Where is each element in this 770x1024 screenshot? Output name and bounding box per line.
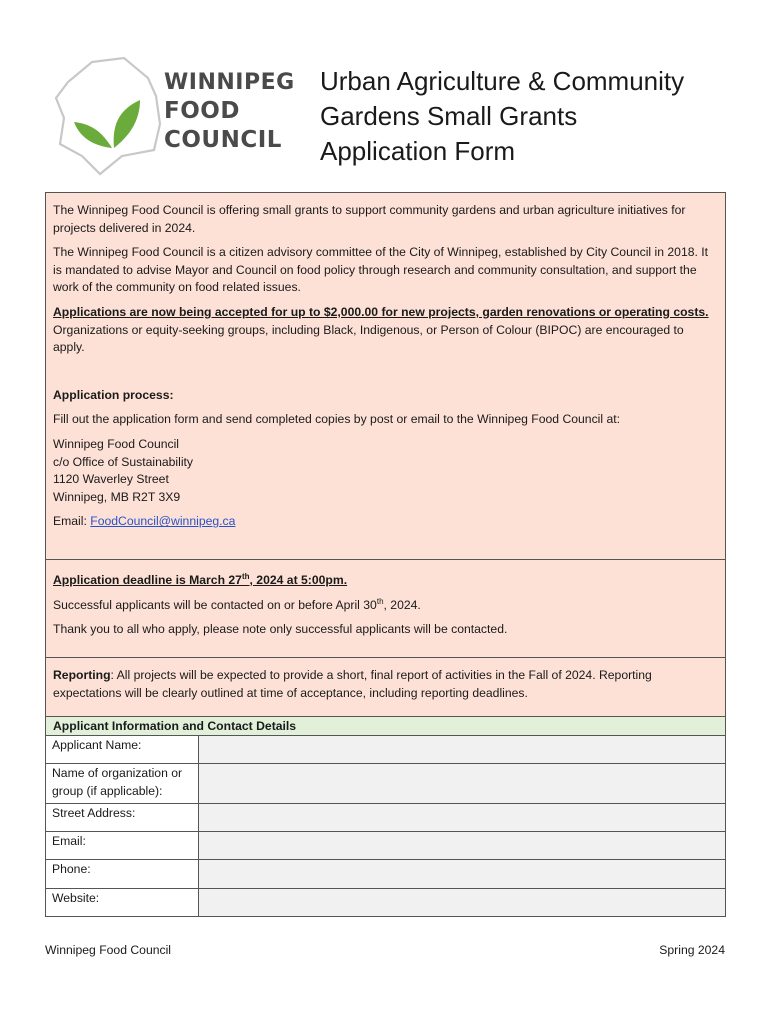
reporting-section <box>46 657 725 716</box>
logo-line-2: FOOD <box>164 98 240 124</box>
contact-notice <box>53 597 717 615</box>
reporting-text <box>53 667 717 702</box>
street-address-input[interactable] <box>199 804 726 832</box>
field-row <box>46 889 725 917</box>
phone-label: Phone: <box>46 860 199 889</box>
organization-name-input[interactable] <box>199 764 726 804</box>
intro-paragraph-1: The Winnipeg Food Council is offering small grants to support community gardens and urban agriculture initiatives for projects delivered in 2024. <box>53 203 686 235</box>
email-link[interactable]: FoodCouncil@winnipeg.ca <box>90 514 236 529</box>
leaf-shape <box>74 122 112 148</box>
reporting-label: Reporting <box>53 668 111 682</box>
street-address-label: Street Address: <box>46 804 199 832</box>
deadline-text <box>53 572 717 590</box>
email-line <box>53 513 717 531</box>
reporting-description: : All projects will be expected to provide a short, final report of activities in the Fall of 2024. Reporting expectations will be clearly outlined at time of acceptance, including reporting deadlines. <box>53 668 652 700</box>
phone-input[interactable] <box>199 860 726 889</box>
intro-paragraph-3 <box>53 304 717 357</box>
ordinal-suffix: th <box>241 571 250 581</box>
process-text: Fill out the application form and send completed copies by post or email to the Winnipeg Food Council at: <box>53 412 621 427</box>
footer-organization: Winnipeg Food Council <box>45 943 172 957</box>
address-line: 1120 Waverley Street <box>53 472 169 487</box>
logo-line-1: WINNIPEG <box>164 70 295 95</box>
deadline-section <box>46 559 725 657</box>
organization-name-label: Name of organization or group (if applicable): <box>46 764 199 804</box>
title-line-1: Urban Agriculture & Community <box>320 66 685 96</box>
field-row <box>46 804 725 832</box>
ordinal-suffix: th <box>376 596 384 606</box>
thanks-text: Thank you to all who apply, please note only successful applicants will be contacted. <box>53 622 508 637</box>
process-heading: Application process: <box>53 387 174 402</box>
encouragement-text: Organizations or equity-seeking groups, including Black, Indigenous, or Person of Colour (BIPOC) are encouraged to apply. <box>53 322 684 355</box>
email-field-input[interactable] <box>199 832 726 860</box>
field-row <box>46 860 725 889</box>
applicant-fields-table <box>46 735 725 916</box>
website-label: Website: <box>46 889 199 917</box>
logo-wordmark <box>164 68 294 155</box>
contact-date: Successful applicants will be contacted on or before April 30 <box>53 597 377 612</box>
contact-year: , 2024. <box>383 597 421 612</box>
email-field-label: Email: <box>46 832 199 860</box>
deadline-date: Application deadline is March 27 <box>53 573 242 587</box>
applicant-name-input[interactable] <box>199 736 726 764</box>
address-line: c/o Office of Sustainability <box>53 454 194 469</box>
address-line: Winnipeg, MB R2T 3X9 <box>53 489 181 504</box>
field-row <box>46 736 725 764</box>
deadline-time: , 2024 at 5:00pm. <box>249 573 348 587</box>
application-form <box>45 192 726 917</box>
title-line-3: Application Form <box>320 136 516 166</box>
address-line: Winnipeg Food Council <box>53 436 180 451</box>
website-input[interactable] <box>199 889 726 917</box>
field-row <box>46 832 725 860</box>
mailing-address <box>53 436 717 506</box>
applicant-name-label: Applicant Name: <box>46 736 199 764</box>
footer-season: Spring 2024 <box>659 943 725 957</box>
email-label: Email: <box>53 514 91 529</box>
logo-line-3: COUNCIL <box>164 127 282 153</box>
intro-section <box>46 193 725 559</box>
page-title <box>320 64 740 169</box>
field-row <box>46 764 725 804</box>
grant-amount-highlight: Applications are now being accepted for up to $2,000.00 for new projects, garden renovations or operating costs. <box>53 304 709 319</box>
manitoba-outline <box>56 58 160 174</box>
leaf-shape <box>114 100 140 148</box>
intro-paragraph-2: The Winnipeg Food Council is a citizen advisory committee of the City of Winnipeg, established by City Council in 2018. It is mandated to advise Mayor and Council on food policy through research and community consultation, and support the work of the community on food related issues. <box>53 245 709 295</box>
applicant-section-header: Applicant Information and Contact Details <box>46 716 725 735</box>
title-line-2: Gardens Small Grants <box>320 101 578 131</box>
